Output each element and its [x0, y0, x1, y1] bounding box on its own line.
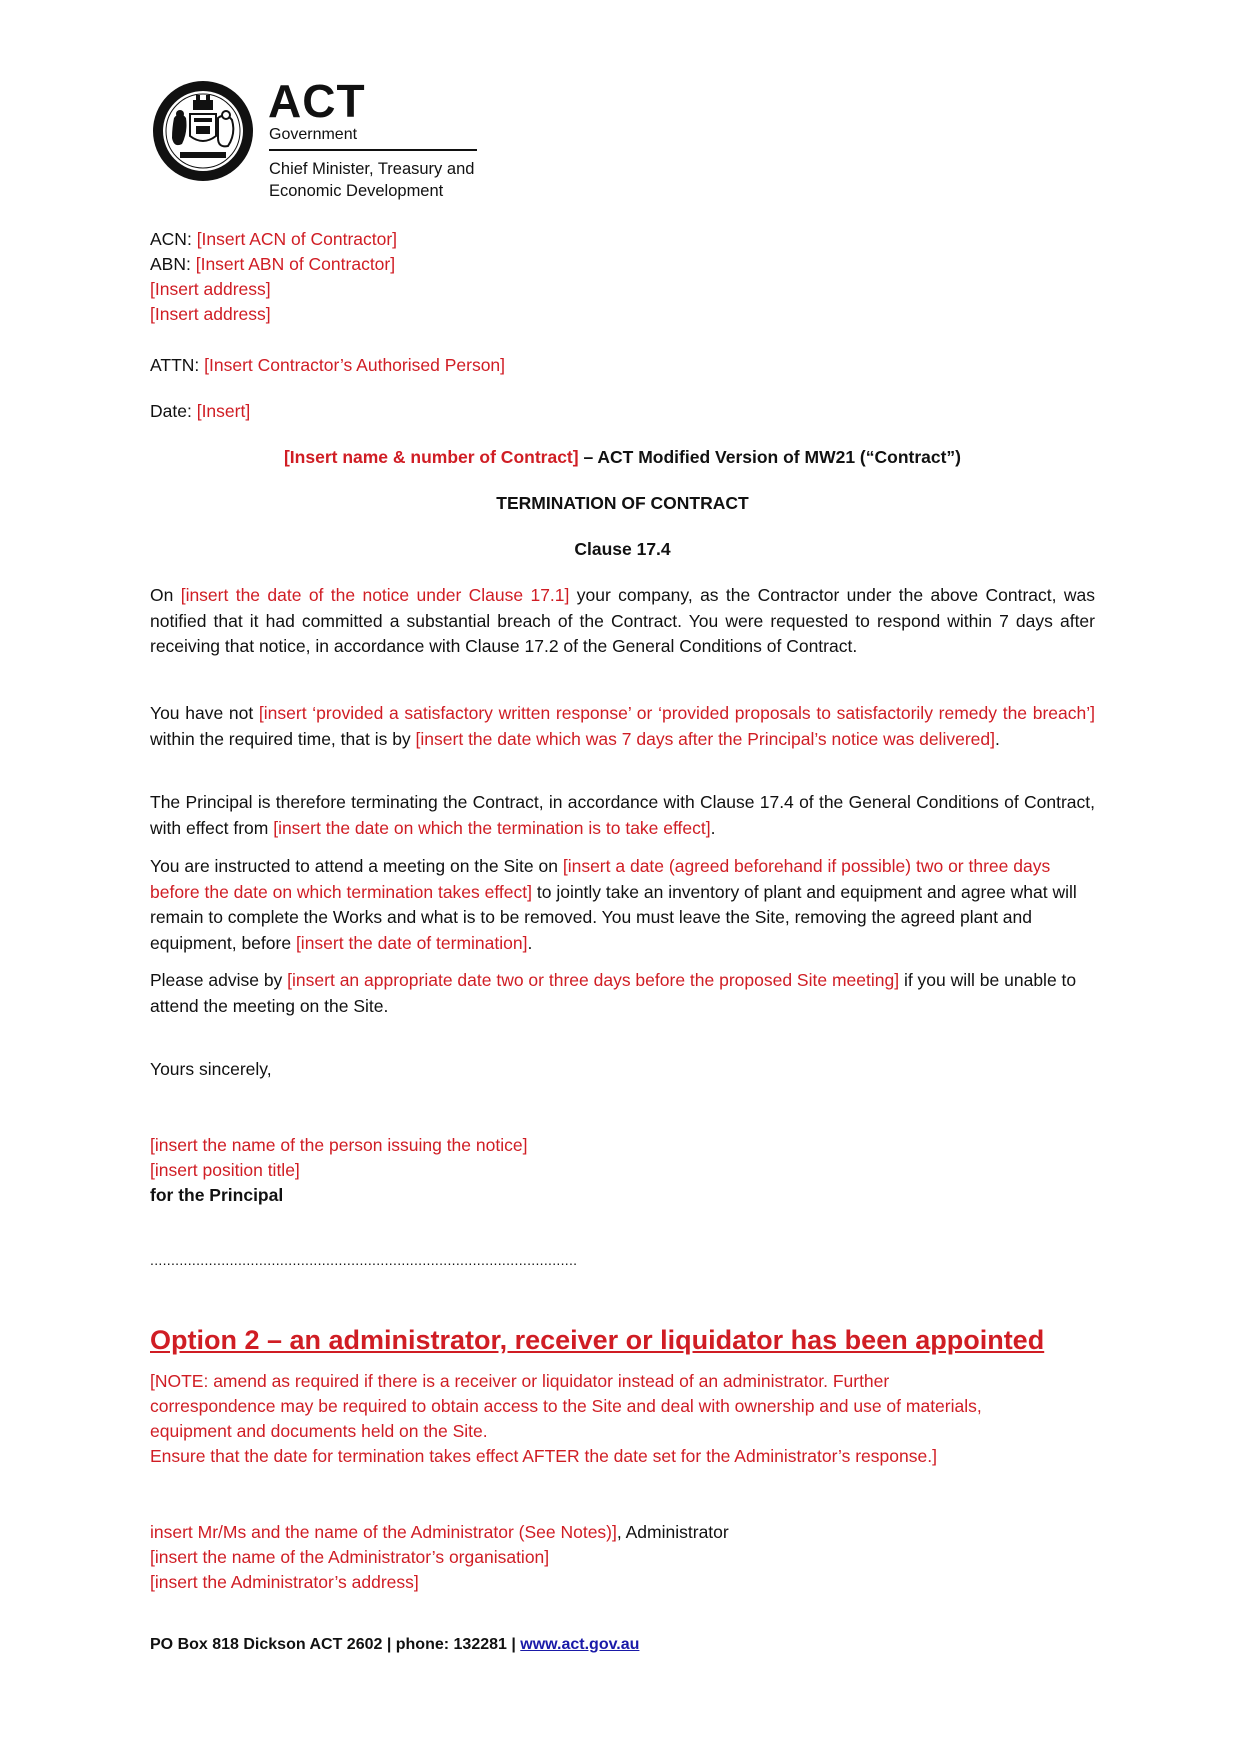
address-line-2: [Insert address]: [150, 304, 271, 324]
note-line-3: equipment and documents held on the Site.: [150, 1421, 488, 1441]
p2-placeholder-1: [insert ‘provided a satisfactory written response’ or ‘provided proposals to satisfactorily remedy the breach’]: [258, 703, 1095, 723]
p4-text-a: You are instructed to attend a meeting on the Site on: [150, 856, 563, 876]
administrator-line: [150, 1520, 729, 1545]
p4-placeholder-1: [insert a date (agreed beforehand if possible) two or three days before the date on which termination takes effect]: [150, 856, 1051, 902]
date-label: Date:: [150, 401, 197, 421]
paragraph-5: [150, 968, 1095, 1019]
acn-line: [150, 227, 397, 252]
p3-text-c: .: [710, 817, 716, 838]
p1-text-a: On: [150, 585, 181, 605]
note-line-1: [NOTE: amend as required if there is a receiver or liquidator instead of an administrator. Further: [150, 1371, 890, 1391]
attn-line: [150, 353, 505, 378]
p5-placeholder: [insert an appropriate date two or three days before the proposed Site meeting]: [287, 970, 900, 990]
attn-label: ATTN:: [150, 355, 205, 375]
p4-text-e: .: [527, 932, 533, 953]
clause-heading: Clause 17.4: [574, 539, 671, 559]
p5-text-c: if you will be unable to attend the meeting on the Site.: [150, 970, 1077, 1016]
abn-label: ABN:: [150, 254, 196, 274]
note-line-4: Ensure that the date for termination takes effect AFTER the date set for the Administrator’s response.]: [150, 1446, 937, 1466]
act-government-logo: [150, 75, 480, 206]
p1-placeholder: [insert the date of the notice under Clause 17.1]: [180, 585, 570, 605]
abn-line: [150, 252, 395, 277]
p2-text-e: .: [994, 728, 1000, 749]
paragraph-1: [150, 583, 1095, 660]
administrator-name: insert Mr/Ms and the name of the Administrator (See Notes)]: [150, 1522, 617, 1542]
signatory-position: [insert position title]: [150, 1160, 300, 1180]
address-line-1: [Insert address]: [150, 279, 271, 299]
footer-contact-text: PO Box 818 Dickson ACT 2602 | phone: 132281 |: [150, 1636, 521, 1653]
paragraph-4: [150, 854, 1095, 956]
for-the-principal: for the Principal: [150, 1185, 284, 1205]
logo-government-text: Government: [269, 126, 358, 143]
page-footer: [150, 1634, 639, 1656]
signatory-name: [insert the name of the person issuing the notice]: [150, 1135, 528, 1155]
contract-heading: [150, 445, 1095, 470]
closing: Yours sincerely,: [150, 1059, 272, 1079]
p4-placeholder-2: [insert the date of termination]: [295, 932, 528, 953]
p3-placeholder: [insert the date on which the termination is to take effect]: [273, 817, 711, 838]
attn-value: [Insert Contractor’s Authorised Person]: [204, 355, 506, 375]
p5-text-a: Please advise by: [150, 970, 288, 990]
logo-divider: [269, 149, 477, 151]
administrator-address: [insert the Administrator’s address]: [150, 1572, 419, 1592]
document-title: TERMINATION OF CONTRACT: [496, 493, 749, 513]
p3-text-a: The Principal is therefore terminating the Contract, in accordance with Clause 17.4 of the General Conditions of Contract, with effect from: [150, 792, 1095, 838]
paragraph-2: [150, 701, 1095, 752]
note-line-2: correspondence may be required to obtain access to the Site and deal with ownership and use of materials,: [150, 1396, 982, 1416]
logo-department-line1: Chief Minister, Treasury and: [269, 160, 475, 178]
p2-placeholder-2: [insert the date which was 7 days after the Principal’s notice was delivered]: [415, 728, 995, 749]
logo-department: [269, 158, 474, 202]
date-line: [150, 399, 250, 424]
contract-placeholder: [Insert name & number of Contract]: [283, 447, 579, 467]
acn-label: ACN:: [150, 229, 197, 249]
administrator-suffix: , Administrator: [616, 1522, 729, 1542]
p1-text-c: your company, as the Contractor under the above Contract, was notified that it had committed a substantial breach of the Contract. You were requested to respond within 7 days after receiving that notice, in accordance with Clause 17.2 of the General Conditions of Contract.: [150, 585, 1095, 656]
date-value: [Insert]: [196, 401, 251, 421]
act-coat-of-arms-icon: [150, 78, 256, 184]
dotted-divider: ......................................................................................................: [150, 1253, 578, 1267]
p2-text-a: You have not: [150, 703, 259, 723]
abn-value: [Insert ABN of Contractor]: [195, 254, 396, 274]
footer-website-link[interactable]: www.act.gov.au: [520, 1636, 640, 1653]
paragraph-3: [150, 790, 1095, 841]
logo-department-line2: Economic Development: [269, 182, 444, 200]
acn-value: [Insert ACN of Contractor]: [196, 229, 398, 249]
administrator-organisation: [insert the name of the Administrator’s organisation]: [150, 1547, 550, 1567]
option-2-heading: Option 2 – an administrator, receiver or liquidator has been appointed: [150, 1325, 1045, 1355]
contract-heading-rest: – ACT Modified Version of MW21 (“Contract”): [578, 447, 962, 467]
p4-text-c: to jointly take an inventory of plant and equipment and agree what will remain to complete the Works and what is to be removed. You must leave the Site, removing the agreed plant and equipment, before: [150, 881, 1077, 953]
logo-act-text: ACT: [268, 75, 366, 127]
p2-text-c: within the required time, that is by: [150, 728, 416, 749]
